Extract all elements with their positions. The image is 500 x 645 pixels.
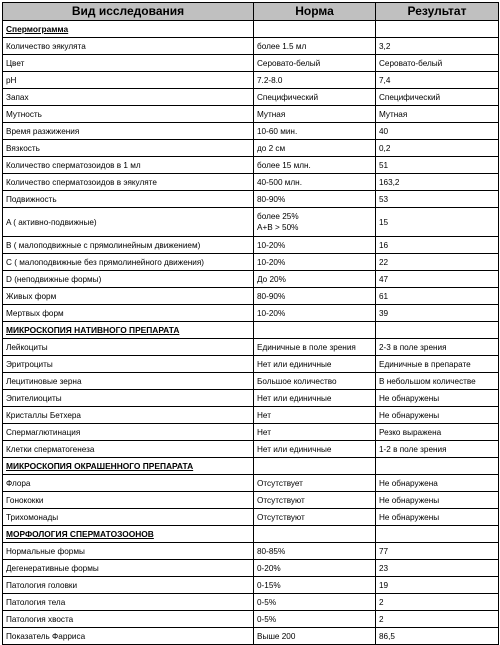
norm-value: 10-60 мин. <box>254 123 376 140</box>
norm-value: Нет или единичные <box>254 356 376 373</box>
table-row <box>3 89 499 106</box>
empty-cell <box>254 21 376 38</box>
norm-value: Серовато-белый <box>254 55 376 72</box>
norm-value: 10-20% <box>254 305 376 322</box>
section-title: МОРФОЛОГИЯ СПЕРМАТОЗООНОВ <box>3 526 254 543</box>
norm-value-line: более 25% <box>257 212 299 221</box>
norm-value: Нет <box>254 407 376 424</box>
result-value: 39 <box>376 305 499 322</box>
test-name: D (неподвижные формы) <box>3 271 254 288</box>
table-row <box>3 441 499 458</box>
norm-value: более 15 млн. <box>254 157 376 174</box>
result-value: 1-2 в поле зрения <box>376 441 499 458</box>
empty-cell <box>376 21 499 38</box>
header-norm: Норма <box>254 3 376 21</box>
table-row <box>3 157 499 174</box>
norm-value: Большое количество <box>254 373 376 390</box>
table-body <box>3 21 499 645</box>
test-name: Клетки сперматогенеза <box>3 441 254 458</box>
norm-value: 80-90% <box>254 191 376 208</box>
norm-value: Отсутствуют <box>254 492 376 509</box>
table-row <box>3 543 499 560</box>
test-name: Вязкость <box>3 140 254 157</box>
test-name: Эритроциты <box>3 356 254 373</box>
test-name: Трихомонады <box>3 509 254 526</box>
empty-cell <box>254 526 376 543</box>
header-row <box>3 3 499 21</box>
test-name: C ( малоподвижные без прямолинейного движения) <box>3 254 254 271</box>
norm-value-line: A+B > 50% <box>257 223 299 232</box>
test-name: Лейкоциты <box>3 339 254 356</box>
empty-cell <box>376 322 499 339</box>
result-value: 2 <box>376 611 499 628</box>
result-value: Резко выражена <box>376 424 499 441</box>
result-value: Единичные в препарате <box>376 356 499 373</box>
norm-value: Единичные в поле зрения <box>254 339 376 356</box>
table-row <box>3 174 499 191</box>
table-row <box>3 72 499 89</box>
table-row <box>3 475 499 492</box>
test-name: Мертвых форм <box>3 305 254 322</box>
table-row <box>3 38 499 55</box>
table-row <box>3 509 499 526</box>
test-name: Гонококки <box>3 492 254 509</box>
result-value: 23 <box>376 560 499 577</box>
test-name: Живых форм <box>3 288 254 305</box>
norm-value: До 20% <box>254 271 376 288</box>
test-name: Патология головки <box>3 577 254 594</box>
table-row <box>3 208 499 237</box>
section-row <box>3 526 499 543</box>
result-value: Не обнаружены <box>376 492 499 509</box>
norm-value: Отсутствуют <box>254 509 376 526</box>
result-value: 61 <box>376 288 499 305</box>
result-value: Серовато-белый <box>376 55 499 72</box>
table-row <box>3 123 499 140</box>
result-value: 53 <box>376 191 499 208</box>
result-value: 2 <box>376 594 499 611</box>
empty-cell <box>376 458 499 475</box>
norm-value: 7.2-8.0 <box>254 72 376 89</box>
result-value: 19 <box>376 577 499 594</box>
table-row <box>3 191 499 208</box>
norm-value: Специфический <box>254 89 376 106</box>
norm-value: 10-20% <box>254 237 376 254</box>
norm-value: Мутная <box>254 106 376 123</box>
test-name: B ( малоподвижные с прямолинейным движением) <box>3 237 254 254</box>
result-value: 47 <box>376 271 499 288</box>
result-value: В небольшом количестве <box>376 373 499 390</box>
norm-value: 80-85% <box>254 543 376 560</box>
table-row <box>3 373 499 390</box>
norm-value: 0-5% <box>254 611 376 628</box>
test-name: Эпителиоциты <box>3 390 254 407</box>
test-name: Мутность <box>3 106 254 123</box>
norm-value: 10-20% <box>254 254 376 271</box>
result-value: Не обнаружены <box>376 390 499 407</box>
test-name: Нормальные формы <box>3 543 254 560</box>
section-title: Спермограмма <box>3 21 254 38</box>
table-row <box>3 305 499 322</box>
table-row <box>3 356 499 373</box>
test-name: Флора <box>3 475 254 492</box>
test-name: Подвижность <box>3 191 254 208</box>
table-row <box>3 237 499 254</box>
result-value: 15 <box>376 208 499 237</box>
empty-cell <box>254 322 376 339</box>
test-name: Запах <box>3 89 254 106</box>
results-table <box>2 2 499 645</box>
table-row <box>3 106 499 123</box>
table-row <box>3 339 499 356</box>
test-name: Время разжижения <box>3 123 254 140</box>
norm-value: 80-90% <box>254 288 376 305</box>
result-value: Мутная <box>376 106 499 123</box>
section-title: МИКРОСКОПИЯ ОКРАШЕННОГО ПРЕПАРАТА <box>3 458 254 475</box>
table-row <box>3 628 499 645</box>
test-name: Спермаглютинация <box>3 424 254 441</box>
test-name: Цвет <box>3 55 254 72</box>
result-value: 77 <box>376 543 499 560</box>
result-value: 7,4 <box>376 72 499 89</box>
result-value: 40 <box>376 123 499 140</box>
result-value: 86,5 <box>376 628 499 645</box>
test-name: pH <box>3 72 254 89</box>
section-row <box>3 21 499 38</box>
norm-value: 40-500 млн. <box>254 174 376 191</box>
table-row <box>3 271 499 288</box>
table-row <box>3 254 499 271</box>
result-value: 0,2 <box>376 140 499 157</box>
table-row <box>3 390 499 407</box>
section-title: МИКРОСКОПИЯ НАТИВНОГО ПРЕПАРАТА <box>3 322 254 339</box>
table-row <box>3 140 499 157</box>
result-value: 16 <box>376 237 499 254</box>
header-test-type: Вид исследования <box>3 3 254 21</box>
table-row <box>3 594 499 611</box>
norm-value: 0-5% <box>254 594 376 611</box>
norm-value: 0-20% <box>254 560 376 577</box>
norm-value <box>254 208 376 237</box>
section-row <box>3 458 499 475</box>
result-value: Не обнаружены <box>376 407 499 424</box>
table-row <box>3 424 499 441</box>
table-row <box>3 492 499 509</box>
table-row <box>3 288 499 305</box>
norm-value: Отсутствует <box>254 475 376 492</box>
norm-value: Нет или единичные <box>254 390 376 407</box>
test-name: Количество сперматозоидов в 1 мл <box>3 157 254 174</box>
test-name: Дегенеративные формы <box>3 560 254 577</box>
test-name: Патология хвоста <box>3 611 254 628</box>
norm-value: 0-15% <box>254 577 376 594</box>
empty-cell <box>254 458 376 475</box>
test-name: A ( активно-подвижные) <box>3 208 254 237</box>
table-row <box>3 55 499 72</box>
test-name: Патология тела <box>3 594 254 611</box>
norm-value: Нет или единичные <box>254 441 376 458</box>
result-value: 22 <box>376 254 499 271</box>
test-name: Кристаллы Бетхера <box>3 407 254 424</box>
test-name: Количество эякулята <box>3 38 254 55</box>
table-row <box>3 560 499 577</box>
result-value: Не обнаружена <box>376 475 499 492</box>
result-value: 163,2 <box>376 174 499 191</box>
result-value: 2-3 в поле зрения <box>376 339 499 356</box>
table-row <box>3 577 499 594</box>
test-name: Количество сперматозоидов в эякуляте <box>3 174 254 191</box>
test-name: Показатель Фарриса <box>3 628 254 645</box>
header-result: Результат <box>376 3 499 21</box>
empty-cell <box>376 526 499 543</box>
result-value: Специфический <box>376 89 499 106</box>
norm-value: более 1.5 мл <box>254 38 376 55</box>
norm-value: Нет <box>254 424 376 441</box>
norm-value: до 2 см <box>254 140 376 157</box>
result-value: 51 <box>376 157 499 174</box>
test-name: Лецитиновые зерна <box>3 373 254 390</box>
table-row <box>3 407 499 424</box>
result-value: Не обнаружены <box>376 509 499 526</box>
table-row <box>3 611 499 628</box>
section-row <box>3 322 499 339</box>
result-value: 3,2 <box>376 38 499 55</box>
norm-value: Выше 200 <box>254 628 376 645</box>
